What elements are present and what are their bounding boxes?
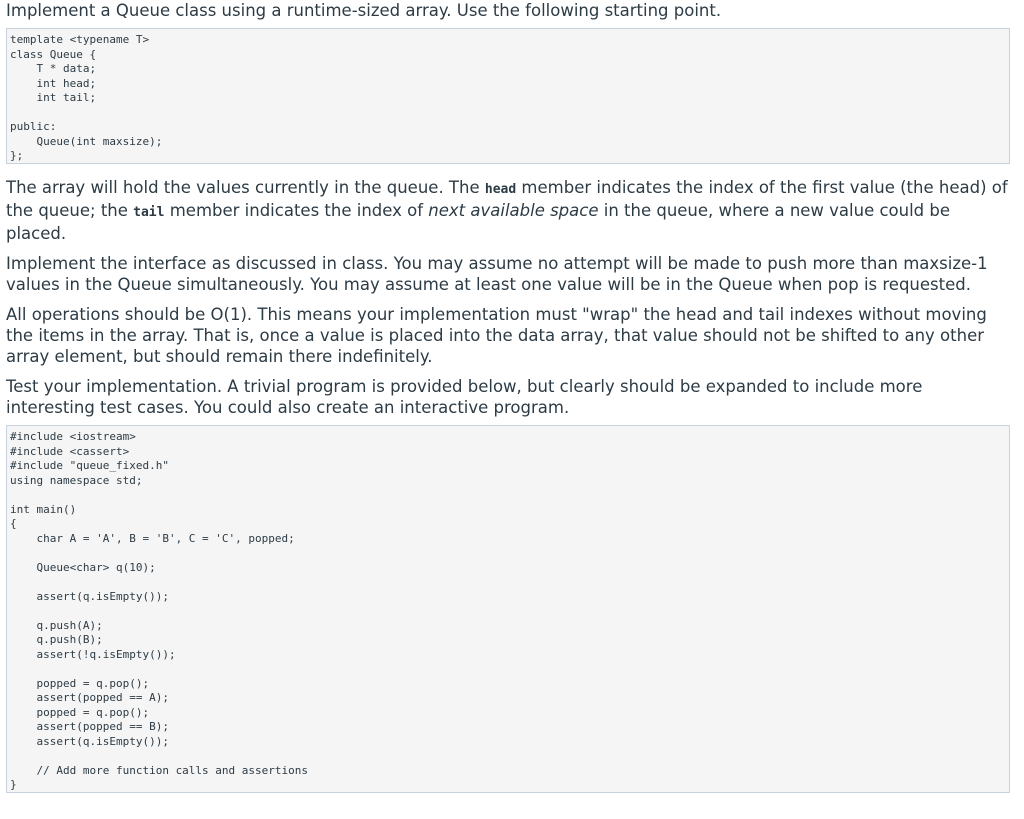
paragraph-interface: Implement the interface as discussed in class. You may assume no attempt will be made to push more than maxsize-1 values in the Queue simultaneously. You may assume at least one value will be in the Queue when pop is requested.: [6, 254, 988, 294]
para1-text-2: member indicates the index of the first value (the head) of the queue; the: [6, 178, 1008, 220]
para1-text-3: member indicates the index of: [164, 201, 429, 220]
starter-code-block: template <typename T> class Queue { T * data; int head; int tail; public: Queue(int maxsize); };: [6, 28, 1010, 164]
paragraph-testing: Test your implementation. A trivial program is provided below, but clearly should be expanded to include more interesting test cases. You could also create an interactive program.: [6, 377, 923, 417]
inline-code-head: head: [484, 182, 517, 197]
para1-emphasis: next available space: [428, 201, 599, 220]
para1-text-4: in the queue, where a new value could be placed.: [6, 201, 951, 243]
test-code-block: #include <iostream> #include <cassert> #include "queue_fixed.h" using namespace std; int main() { char A = 'A', B = 'B', C = 'C', popped; Queue<char> q(10); assert(q.isEmpty()); q.push(A); q.push(B); assert(!q.isEmpty()); popped = q.pop(); assert(popped == A); popped = q.pop(); assert(popped == B); assert(q.isEmpty()); // Add more function calls and assertions }: [6, 425, 1010, 793]
paragraph-complexity: All operations should be O(1). This means your implementation must "wrap" the head and tail indexes without moving the items in the array. That is, once a value is placed into the data array, that value should not be shifted to any other array element, but should remain there indefinitely.: [6, 305, 987, 366]
paragraph-array-description: [6, 177, 1010, 244]
assignment-content: [6, 0, 1010, 793]
assignment-heading: Implement a Queue class using a runtime-sized array. Use the following starting point.: [6, 1, 722, 20]
para1-text-1: The array will hold the values currently in the queue. The: [6, 178, 485, 197]
inline-code-tail: tail: [133, 205, 165, 220]
